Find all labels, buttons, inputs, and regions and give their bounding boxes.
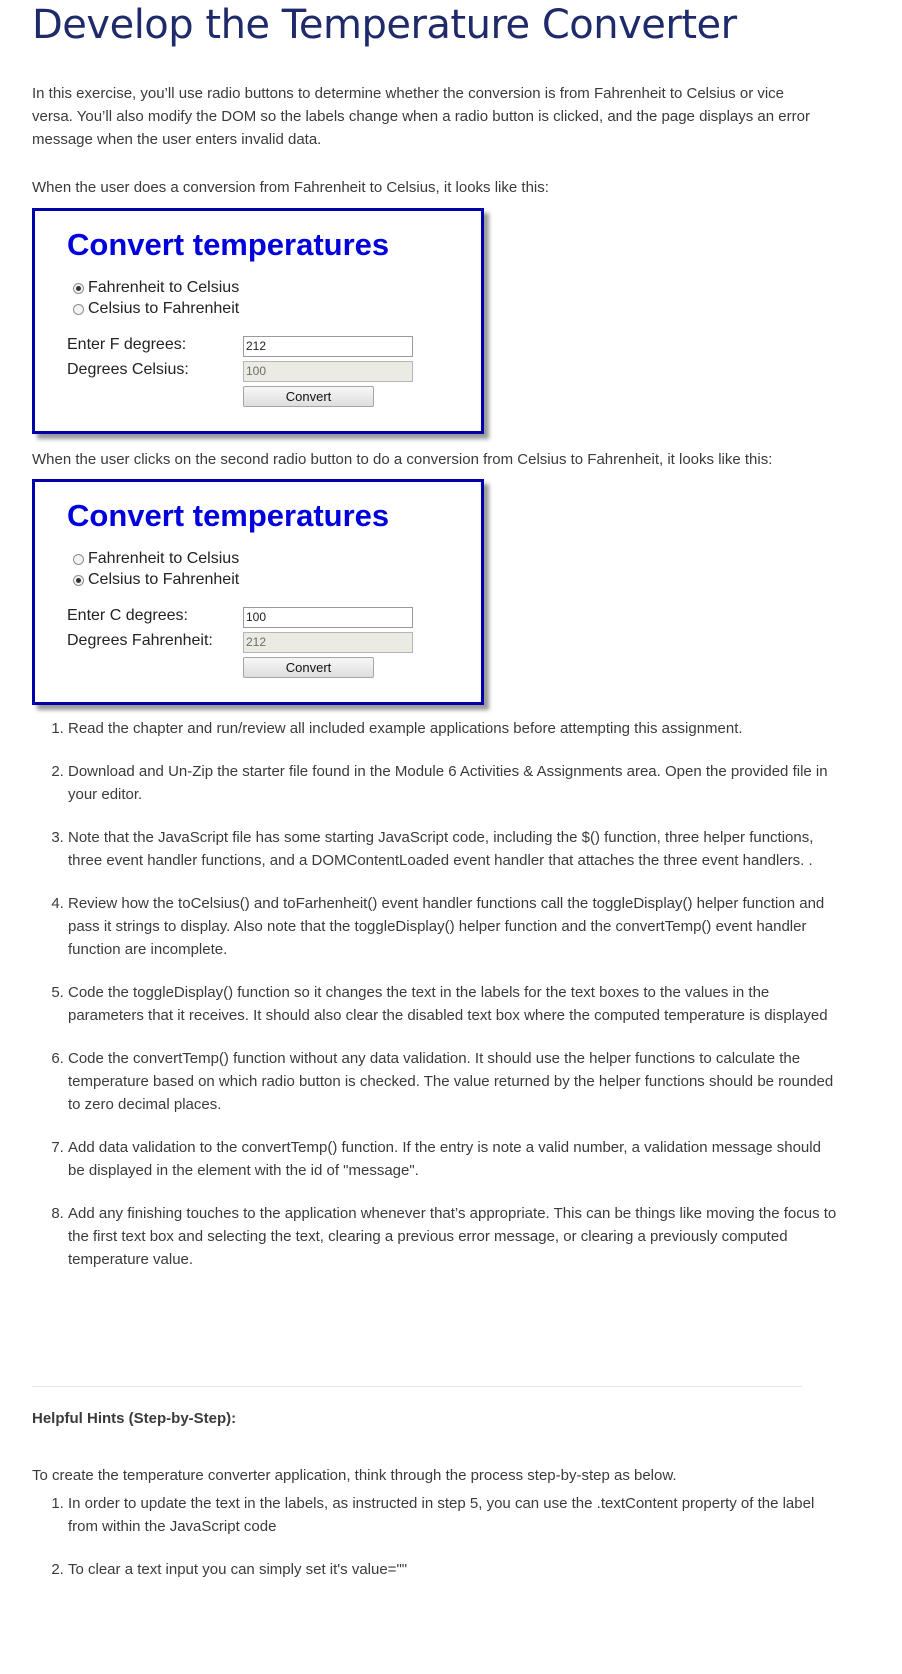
demo-c-to-f (32, 479, 484, 705)
list-item: 4. Review how the toCelsius() and toFarhenheit() event handler functions call the toggleDisplay() helper function and pass it strings to display. Also note that the toggleDisplay() helper function and the convertTemp() event handler function are incomplete. (68, 892, 838, 961)
radio-f-to-c[interactable] (73, 279, 239, 297)
output-label: Degrees Celsius: (67, 361, 189, 378)
caption-f-to-c: When the user does a conversion from Fahrenheit to Celsius, it looks like this: (32, 179, 549, 196)
radio-label: Fahrenheit to Celsius (88, 550, 240, 567)
input-label: Enter F degrees: (67, 336, 187, 353)
radio-unchecked-icon[interactable] (73, 554, 84, 565)
convert-button[interactable]: Convert (243, 657, 374, 678)
list-item: 1. In order to update the text in the labels, as instructed in step 5, you can use the .textContent property of the label from within the JavaScript code (68, 1492, 838, 1538)
demo-heading: Convert temperatures (67, 227, 390, 262)
divider (32, 1386, 802, 1387)
hints-heading: Helpful Hints (Step-by-Step): (32, 1410, 237, 1427)
radio-checked-icon[interactable] (73, 575, 84, 586)
radio-unchecked-icon[interactable] (73, 304, 84, 315)
convert-button[interactable]: Convert (243, 386, 374, 407)
list-item: 1. Read the chapter and run/review all included example applications before attempting this assignment. (68, 717, 838, 740)
output-label: Degrees Fahrenheit: (67, 632, 213, 649)
degrees-input[interactable]: 212 (243, 336, 413, 357)
radio-checked-icon[interactable] (73, 283, 84, 294)
list-item: 2. To clear a text input you can simply set it's value="" (68, 1558, 838, 1581)
radio-label: Celsius to Fahrenheit (88, 571, 240, 588)
radio-label: Celsius to Fahrenheit (88, 300, 240, 317)
list-item: 8. Add any finishing touches to the application whenever that’s appropriate. This can be things like moving the focus to the first text box and selecting the text, clearing a previous error message, or clearing a previously computed temperature value. (68, 1202, 838, 1271)
radio-label: Fahrenheit to Celsius (88, 279, 240, 296)
radio-f-to-c[interactable] (73, 550, 239, 568)
intro-paragraph: In this exercise, you’ll use radio buttons to determine whether the conversion is from Fahrenheit to Celsius or vice versa. You’ll also modify the DOM so the labels change when a radio button is clicked, and the page displays an error message when the user enters invalid data. (32, 85, 810, 148)
list-item: 6. Code the convertTemp() function without any data validation. It should use the helper functions to calculate the temperature based on which radio button is checked. The value returned by the helper functions should be rounded to zero decimal places. (68, 1047, 838, 1116)
list-item: 7. Add data validation to the convertTemp() function. If the entry is note a valid number, a validation message should be displayed in the element with the id of "message". (68, 1136, 838, 1182)
steps-list (32, 717, 838, 1291)
hints-list (32, 1492, 838, 1601)
page-title: Develop the Temperature Converter (32, 2, 737, 48)
degrees-output: 100 (243, 361, 413, 382)
radio-c-to-f[interactable] (73, 300, 239, 318)
list-item: 3. Note that the JavaScript file has some starting JavaScript code, including the $() function, three helper functions, three event handler functions, and a DOMContentLoaded event handler that attaches the three event handlers. . (68, 826, 838, 872)
hints-intro: To create the temperature converter application, think through the process step-by-step as below. (32, 1467, 677, 1484)
radio-c-to-f[interactable] (73, 571, 239, 589)
list-item: 5. Code the toggleDisplay() function so it changes the text in the labels for the text boxes to the values in the parameters that it receives. It should also clear the disabled text box where the computed temperature is displayed (68, 981, 838, 1027)
demo-heading: Convert temperatures (67, 498, 390, 533)
list-item: 2. Download and Un-Zip the starter file found in the Module 6 Activities & Assignments area. Open the provided file in your editor. (68, 760, 838, 806)
caption-c-to-f: When the user clicks on the second radio button to do a conversion from Celsius to Fahrenheit, it looks like this: (32, 451, 773, 468)
degrees-input[interactable]: 100 (243, 607, 413, 628)
demo-f-to-c (32, 208, 484, 434)
degrees-output: 212 (243, 632, 413, 653)
input-label: Enter C degrees: (67, 607, 188, 624)
